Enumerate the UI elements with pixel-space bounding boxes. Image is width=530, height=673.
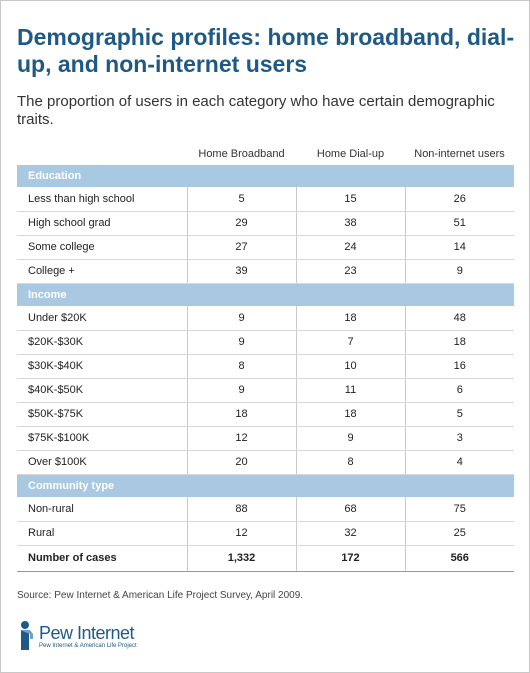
- chart-title: Demographic profiles: home broadband, dial-up, and non-internet users: [17, 24, 515, 77]
- table-cell: 8: [296, 450, 405, 474]
- table-row: [17, 450, 514, 474]
- row-label: Rural: [17, 521, 187, 545]
- row-label: $30K-$40K: [17, 354, 187, 378]
- table-row: [17, 402, 514, 426]
- column-header: Home Broadband: [198, 147, 285, 160]
- table-row: [17, 235, 514, 259]
- table-cell: 24: [296, 235, 405, 259]
- table-cell: 75: [405, 497, 514, 521]
- table-cell: 9: [187, 378, 296, 402]
- source-note: Source: Pew Internet & American Life Project Survey, April 2009.: [17, 590, 304, 601]
- table-cell: 12: [187, 521, 296, 545]
- table-row: [17, 426, 514, 450]
- table-row: [17, 521, 514, 545]
- pew-logo-icon: [16, 619, 36, 653]
- table-cell: 9: [296, 426, 405, 450]
- row-label: Non-rural: [17, 497, 187, 521]
- table-body: [17, 164, 514, 571]
- table-row: [17, 187, 514, 211]
- table-cell: 11: [296, 378, 405, 402]
- table-row: [17, 354, 514, 378]
- column-header-row: [17, 146, 514, 164]
- table-cell: 68: [296, 497, 405, 521]
- column-header-blank: [17, 146, 187, 164]
- row-label: Less than high school: [17, 187, 187, 211]
- total-cell: 566: [405, 545, 514, 571]
- table-cell: 4: [405, 450, 514, 474]
- row-label: Some college: [17, 235, 187, 259]
- table-cell: 3: [405, 426, 514, 450]
- table-cell: 29: [187, 211, 296, 235]
- table-row: [17, 378, 514, 402]
- table-cell: 9: [187, 330, 296, 354]
- table-cell: 27: [187, 235, 296, 259]
- table-cell: 12: [187, 426, 296, 450]
- table-cell: 25: [405, 521, 514, 545]
- row-label: $75K-$100K: [17, 426, 187, 450]
- table-cell: 18: [187, 402, 296, 426]
- total-label: Number of cases: [17, 545, 187, 571]
- row-label: High school grad: [17, 211, 187, 235]
- table-cell: 88: [187, 497, 296, 521]
- table-cell: 10: [296, 354, 405, 378]
- table-cell: 39: [187, 259, 296, 283]
- table-cell: 14: [405, 235, 514, 259]
- total-row: [17, 545, 514, 571]
- chart-subtitle: The proportion of users in each category who have certain demographic traits.: [17, 93, 495, 128]
- table-cell: 20: [187, 450, 296, 474]
- logo-name: Pew Internet: [39, 623, 135, 643]
- table-cell: 15: [296, 187, 405, 211]
- section-label: Income: [17, 283, 514, 306]
- row-label: $20K-$30K: [17, 330, 187, 354]
- table-cell: 38: [296, 211, 405, 235]
- table-cell: 18: [296, 306, 405, 330]
- section-header-row: [17, 474, 514, 497]
- pew-internet-logo: [16, 619, 146, 653]
- section-label: Community type: [17, 474, 514, 497]
- table-cell: 9: [187, 306, 296, 330]
- row-label: $40K-$50K: [17, 378, 187, 402]
- row-label: $50K-$75K: [17, 402, 187, 426]
- table-cell: 6: [405, 378, 514, 402]
- table-cell: 18: [296, 402, 405, 426]
- table-cell: 26: [405, 187, 514, 211]
- row-label: Over $100K: [17, 450, 187, 474]
- table-cell: 8: [187, 354, 296, 378]
- table-cell: 5: [405, 402, 514, 426]
- table-row: [17, 211, 514, 235]
- data-table: [17, 146, 514, 572]
- table-cell: 18: [405, 330, 514, 354]
- row-label: College +: [17, 259, 187, 283]
- logo-tagline: Pew Internet & American Life Project: [39, 643, 137, 649]
- table-cell: 7: [296, 330, 405, 354]
- column-header: Home Dial-up: [316, 147, 385, 160]
- section-header-row: [17, 164, 514, 187]
- total-cell: 1,332: [187, 545, 296, 571]
- total-cell: 172: [296, 545, 405, 571]
- table-cell: 16: [405, 354, 514, 378]
- section-header-row: [17, 283, 514, 306]
- table-cell: 32: [296, 521, 405, 545]
- table-row: [17, 497, 514, 521]
- table-row: [17, 259, 514, 283]
- table-row: [17, 330, 514, 354]
- column-header: Non-internet users: [414, 147, 505, 160]
- table-cell: 9: [405, 259, 514, 283]
- table-cell: 23: [296, 259, 405, 283]
- table-cell: 5: [187, 187, 296, 211]
- row-label: Under $20K: [17, 306, 187, 330]
- table-row: [17, 306, 514, 330]
- table-cell: 48: [405, 306, 514, 330]
- section-label: Education: [17, 164, 514, 187]
- table-cell: 51: [405, 211, 514, 235]
